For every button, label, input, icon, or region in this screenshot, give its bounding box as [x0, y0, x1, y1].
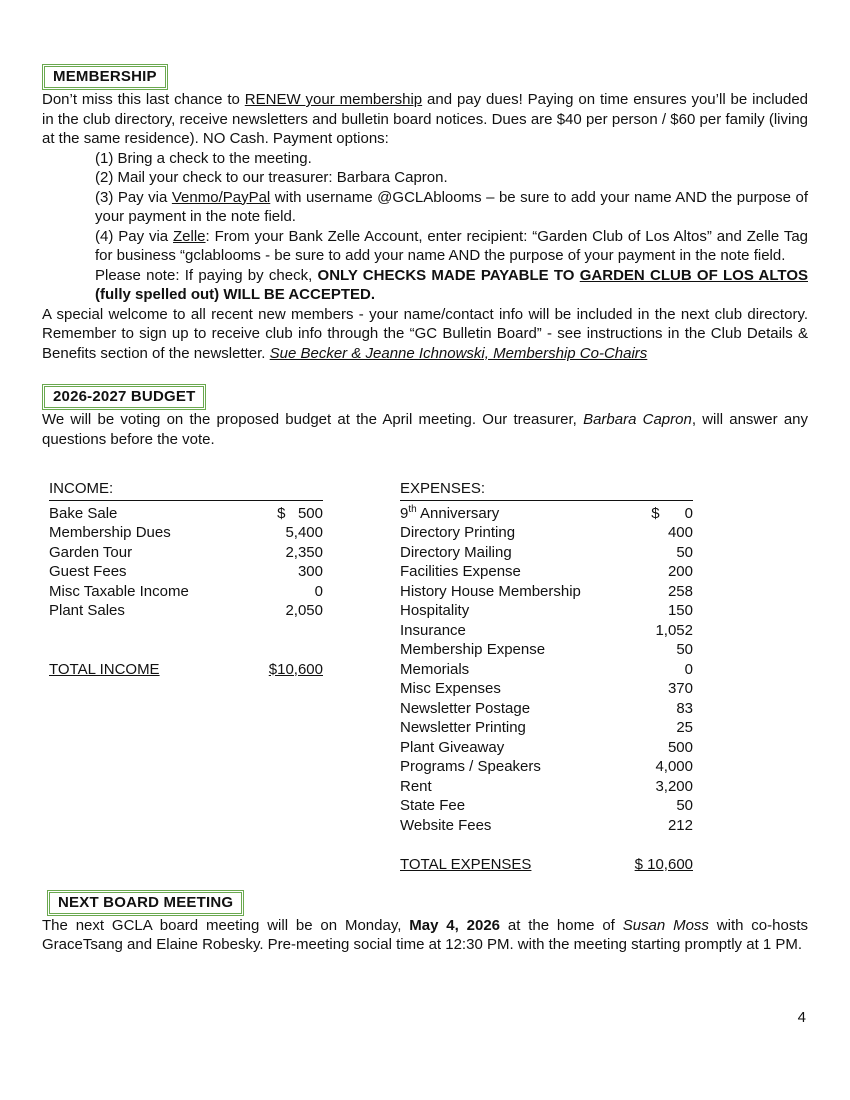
row-value: 4,000	[655, 758, 693, 775]
budget-section-heading	[42, 384, 206, 410]
table-row	[49, 582, 323, 602]
table-row	[400, 640, 693, 660]
row-value: 300	[297, 563, 323, 580]
table-row	[400, 679, 693, 699]
row-value: 1,052	[655, 621, 693, 639]
row-value: 5,400	[285, 524, 323, 541]
income-table	[49, 479, 323, 875]
board-meeting-paragraph: The next GCLA board meeting will be on Monday, May 4, 2026 at the home of Susan Moss with co-hosts GraceTsang and Elaine Robesky. Pre-meeting social time at 12:30 PM. with the meeting starting promptly at 1 PM.	[42, 916, 808, 953]
row-label: Membership Expense	[400, 641, 546, 658]
table-row	[400, 543, 693, 563]
row-label: Membership Dues	[49, 524, 171, 541]
table-row	[49, 523, 323, 543]
row-value: 83	[676, 699, 693, 717]
table-row	[400, 699, 693, 719]
board-meeting-section-heading	[47, 890, 244, 916]
row-value: 370	[667, 680, 693, 697]
table-row	[400, 562, 693, 582]
payment-option-1: (1) Bring a check to the meeting.	[95, 149, 312, 167]
expenses-total-row	[400, 855, 693, 875]
budget-heading-label: 2026-2027 BUDGET	[44, 386, 204, 408]
income-total-value: $10,600	[268, 660, 323, 678]
table-row	[400, 621, 693, 641]
row-value: 258	[667, 582, 693, 600]
row-label: Directory Mailing	[400, 543, 512, 561]
table-row	[400, 582, 693, 602]
budget-tables	[42, 479, 808, 875]
row-label: Website Fees	[400, 816, 492, 834]
row-label: Plant Sales	[49, 602, 125, 619]
income-total-row	[49, 660, 323, 680]
expenses-total-label: TOTAL EXPENSES	[400, 856, 532, 873]
row-label: State Fee	[400, 797, 466, 814]
row-label: Programs / Speakers	[400, 758, 541, 775]
row-label: Misc Taxable Income	[49, 582, 189, 600]
row-value: 50	[676, 543, 693, 561]
table-row	[400, 504, 693, 524]
row-value: 400	[667, 524, 693, 541]
row-value: 25	[676, 719, 693, 736]
membership-heading-label: MEMBERSHIP	[44, 66, 166, 88]
table-row	[49, 543, 323, 563]
payment-option-3: (3) Pay via Venmo/PayPal with username @GCLAblooms – be sure to add your name AND the purpose of your payment in the note field.	[95, 188, 808, 225]
row-value: 500	[667, 738, 693, 756]
table-row	[400, 660, 693, 680]
payment-option-4: (4) Pay via Zelle: From your Bank Zelle Account, enter recipient: “Garden Club of Los Altos” and Zelle Tag for business “gclablooms - be sure to add your name AND the purpose of your payment in the note field.	[95, 227, 808, 264]
row-value: 2,050	[285, 602, 323, 619]
row-label: Rent	[400, 777, 432, 795]
payment-note: Please note: If paying by check, ONLY CHECKS MADE PAYABLE TO GARDEN CLUB OF LOS ALTOS (fully spelled out) WILL BE ACCEPTED.	[95, 266, 808, 303]
table-row	[49, 504, 323, 524]
row-label: History House Membership	[400, 582, 581, 600]
row-label: Insurance	[400, 621, 466, 639]
row-value: 0	[684, 660, 693, 678]
row-label: Facilities Expense	[400, 563, 521, 580]
expenses-total-value: $ 10,600	[634, 856, 693, 873]
row-label: Bake Sale	[49, 504, 118, 522]
board-meeting-heading-label: NEXT BOARD MEETING	[49, 892, 242, 914]
row-value: 2,350	[285, 543, 323, 561]
row-label: Directory Printing	[400, 524, 516, 541]
row-value: 212	[667, 816, 693, 834]
row-value: 200	[667, 563, 693, 580]
table-row	[49, 601, 323, 621]
row-label: Garden Tour	[49, 543, 133, 561]
table-row	[400, 757, 693, 777]
row-label: Newsletter Printing	[400, 719, 526, 736]
expenses-rows	[400, 504, 693, 836]
membership-section-heading	[42, 64, 168, 90]
row-label: Misc Expenses	[400, 680, 501, 697]
row-value: 50	[676, 797, 693, 814]
row-label: Hospitality	[400, 602, 470, 619]
income-rows	[49, 504, 323, 621]
income-header: INCOME:	[49, 479, 323, 501]
row-value: $ 500	[277, 504, 323, 522]
budget-intro-paragraph: We will be voting on the proposed budget at the April meeting. Our treasurer, Barbara Capron, will answer any questions before the vote.	[42, 411, 808, 448]
table-row	[400, 523, 693, 543]
table-row	[400, 601, 693, 621]
table-row	[400, 738, 693, 758]
row-value: 150	[667, 602, 693, 619]
row-label: Memorials	[400, 660, 470, 678]
row-value: 0	[314, 582, 323, 600]
membership-intro-paragraph: Don’t miss this last chance to RENEW your membership and pay dues! Paying on time ensures you’ll be included in the club directory, receive newsletters and bulletin board notices. Dues are $40 per person / $60 per family (living at the same residence). NO Cash. Payment options:	[42, 91, 808, 147]
row-label: Newsletter Postage	[400, 699, 531, 717]
table-row	[400, 777, 693, 797]
expenses-table	[400, 479, 693, 875]
income-total-label: TOTAL INCOME	[49, 660, 160, 678]
table-row	[400, 718, 693, 738]
row-value: 50	[676, 641, 693, 658]
table-row	[400, 816, 693, 836]
expenses-header: EXPENSES:	[400, 479, 693, 501]
table-row	[49, 562, 323, 582]
row-value: $ 0	[651, 504, 693, 522]
page-number: 4	[797, 1009, 806, 1026]
row-label: 9th Anniversary	[400, 503, 500, 522]
row-value: 3,200	[655, 777, 693, 795]
row-label: Guest Fees	[49, 563, 127, 580]
payment-option-2: (2) Mail your check to our treasurer: Barbara Capron.	[95, 169, 448, 186]
table-row	[400, 796, 693, 816]
new-members-paragraph: A special welcome to all recent new members - your name/contact info will be included in the next club directory. Remember to sign up to receive club info through the “GC Bulletin Board” - see instructions in the Club Details & Benefits section of the newsletter. Sue Becker & Jeanne Ichnowski, Membership Co-Chairs	[42, 305, 808, 362]
row-label: Plant Giveaway	[400, 738, 505, 756]
